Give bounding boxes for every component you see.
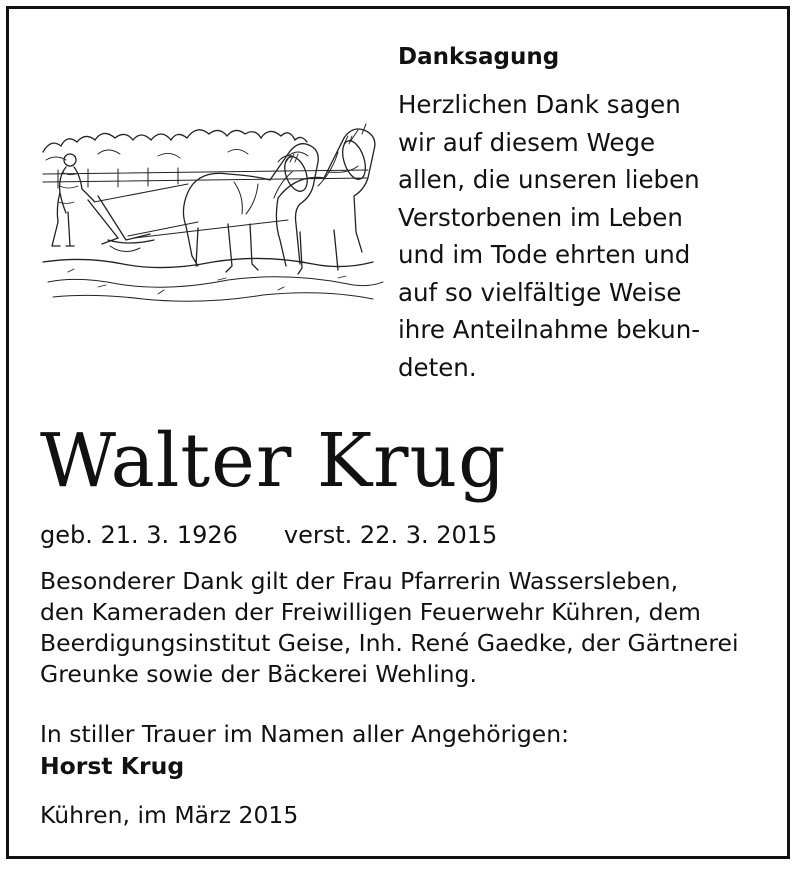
- death-date: verst. 22. 3. 2015: [283, 521, 498, 549]
- intro-line: allen, die unseren lieben: [398, 165, 700, 194]
- thanks-intro: [398, 86, 768, 386]
- place-date: Kühren, im März 2015: [40, 801, 299, 829]
- thanks-line: den Kameraden der Freiwilligen Feuerwehr Kühren, dem: [40, 598, 701, 626]
- thanks-line: Besonderer Dank gilt der Frau Pfarrerin Wassersleben,: [40, 567, 679, 595]
- intro-line: wir auf diesem Wege: [398, 127, 656, 157]
- intro-line: deten.: [398, 352, 477, 382]
- intro-line: ihre Anteilnahme bekun-: [398, 315, 701, 344]
- plowman-horses-illustration: [38, 112, 388, 307]
- life-dates: [40, 521, 497, 549]
- intro-line: Herzlichen Dank sagen: [398, 90, 681, 119]
- mourning-block: [40, 718, 569, 782]
- notice-heading: Danksagung: [398, 44, 560, 70]
- thanks-line: Greunke sowie der Bäckerei Wehling.: [40, 660, 477, 688]
- intro-line: auf so vielfältige Weise: [398, 277, 682, 307]
- thanks-line: Beerdigungsinstitut Geise, Inh. René Gaedke, der Gärtnerei: [40, 629, 739, 657]
- special-thanks: [40, 566, 738, 690]
- mourning-line: In stiller Trauer im Namen aller Angehörigen:: [40, 720, 570, 748]
- intro-line: und im Tode ehrten und: [398, 240, 691, 269]
- signer-name: Horst Krug: [40, 752, 185, 780]
- intro-line: Verstorbenen im Leben: [398, 202, 683, 232]
- deceased-name: Walter Krug: [40, 418, 507, 504]
- birth-date: geb. 21. 3. 1926: [40, 521, 238, 549]
